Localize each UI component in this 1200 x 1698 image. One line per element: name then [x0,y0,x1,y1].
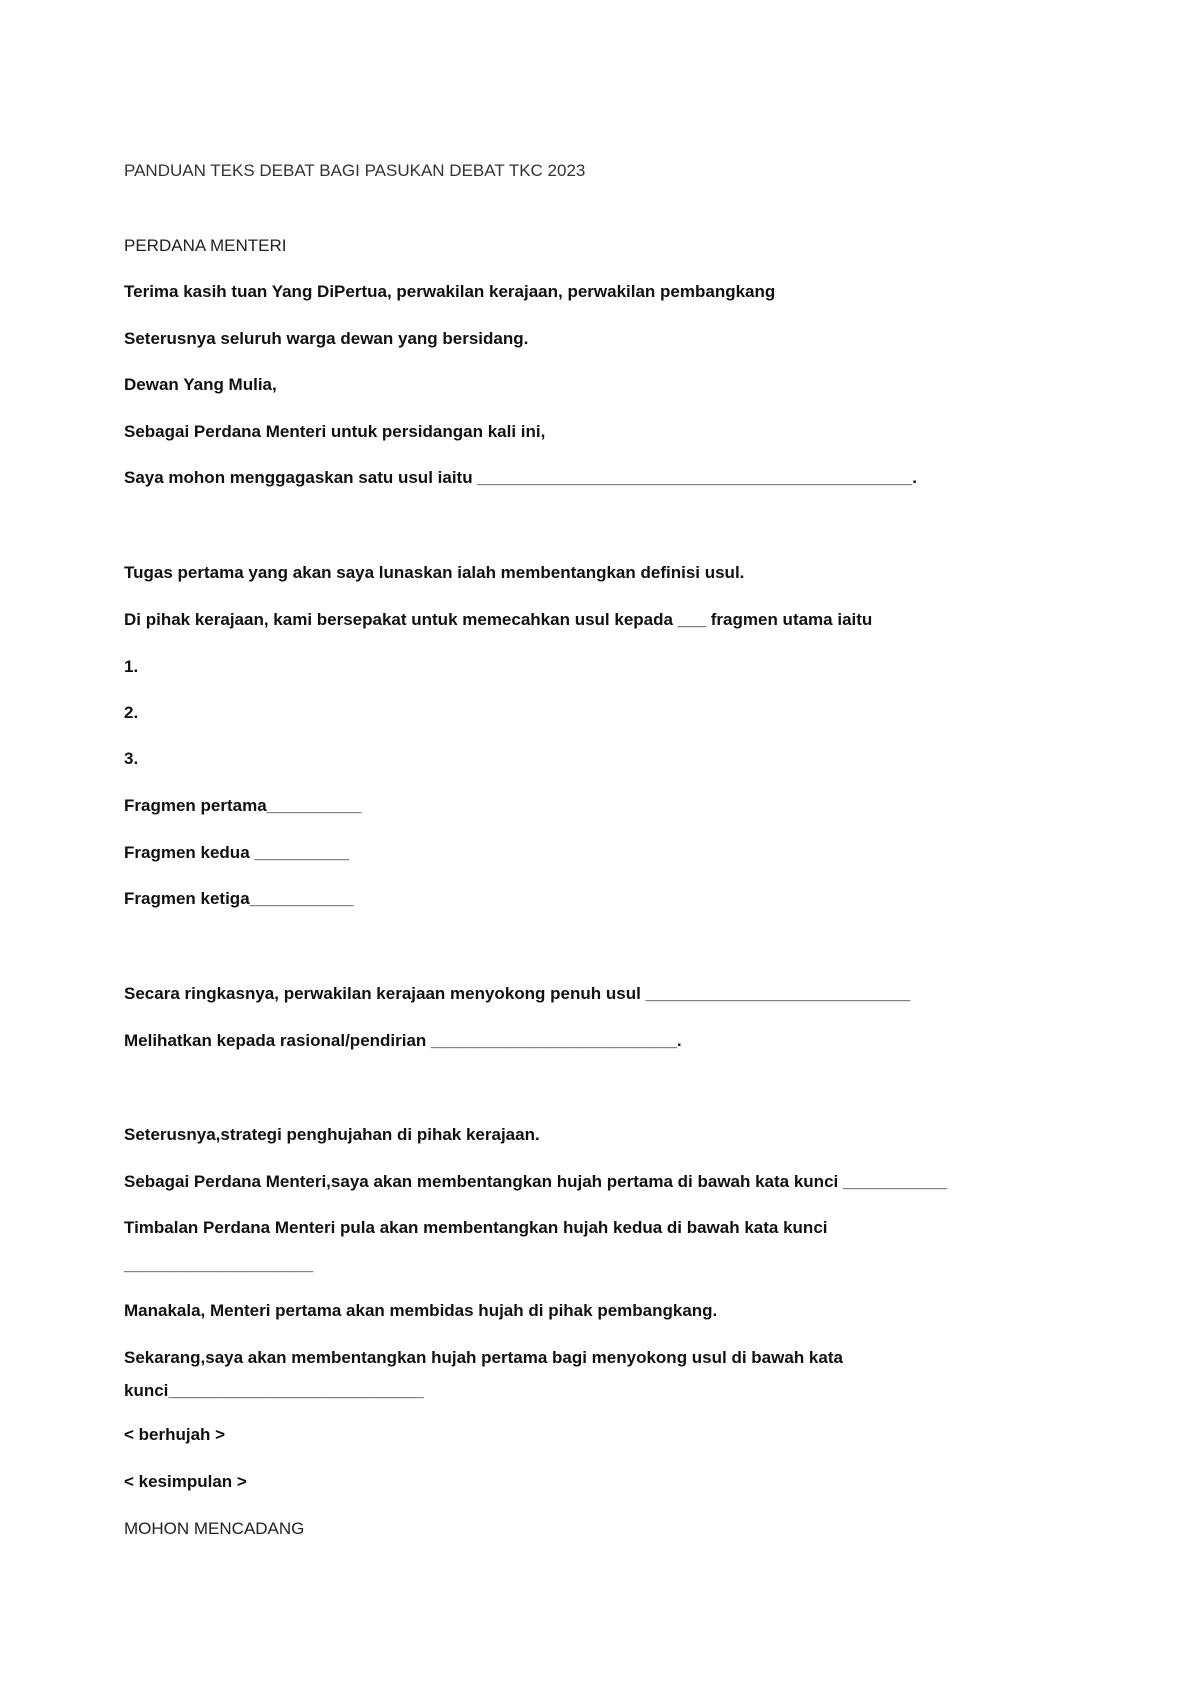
text-line: Seterusnya seluruh warga dewan yang bersidang. [124,329,529,348]
text-line: Fragmen pertama__________ [124,796,362,815]
list-number: 2. [124,703,139,722]
text-line: < kesimpulan > [124,1472,247,1491]
document-page [124,0,1124,1698]
text-line: Dewan Yang Mulia, [124,375,277,394]
text-line: < berhujah > [124,1425,226,1444]
text-line: Timbalan Perdana Menteri pula akan membentangkan hujah kedua di bawah kata kunci [124,1218,828,1237]
text-line: ____________________ [124,1255,314,1274]
text-line: Manakala, Menteri pertama akan membidas hujah di pihak pembangkang. [124,1301,718,1320]
text-line: Terima kasih tuan Yang DiPertua, perwakilan kerajaan, perwakilan pembangkang [124,282,776,301]
text-line: Fragmen kedua __________ [124,843,349,862]
closing-line: MOHON MENCADANG [124,1519,305,1538]
text-line: Fragmen ketiga___________ [124,889,354,908]
text-line: Secara ringkasnya, perwakilan kerajaan menyokong penuh usul ____________________________ [124,984,911,1003]
text-line: Sebagai Perdana Menteri,saya akan membentangkan hujah pertama di bawah kata kunci ___________ [124,1172,947,1191]
text-line: Seterusnya,strategi penghujahan di pihak kerajaan. [124,1125,540,1144]
text-line: Sebagai Perdana Menteri untuk persidangan kali ini, [124,422,546,441]
list-number: 3. [124,749,139,768]
text-line: Tugas pertama yang akan saya lunaskan ialah membentangkan definisi usul. [124,563,745,582]
text-line: Saya mohon menggagaskan satu usul iaitu ______________________________________________. [124,468,917,487]
text-line: Di pihak kerajaan, kami bersepakat untuk memecahkan usul kepada ___ fragmen utama iaitu [124,610,873,629]
document-title: PANDUAN TEKS DEBAT BAGI PASUKAN DEBAT TKC 2023 [124,161,586,180]
list-number: 1. [124,657,139,676]
text-line: kunci___________________________ [124,1381,424,1400]
text-line: Sekarang,saya akan membentangkan hujah pertama bagi menyokong usul di bawah kata [124,1348,843,1367]
section-heading: PERDANA MENTERI [124,236,287,255]
text-line: Melihatkan kepada rasional/pendirian __________________________. [124,1031,682,1050]
